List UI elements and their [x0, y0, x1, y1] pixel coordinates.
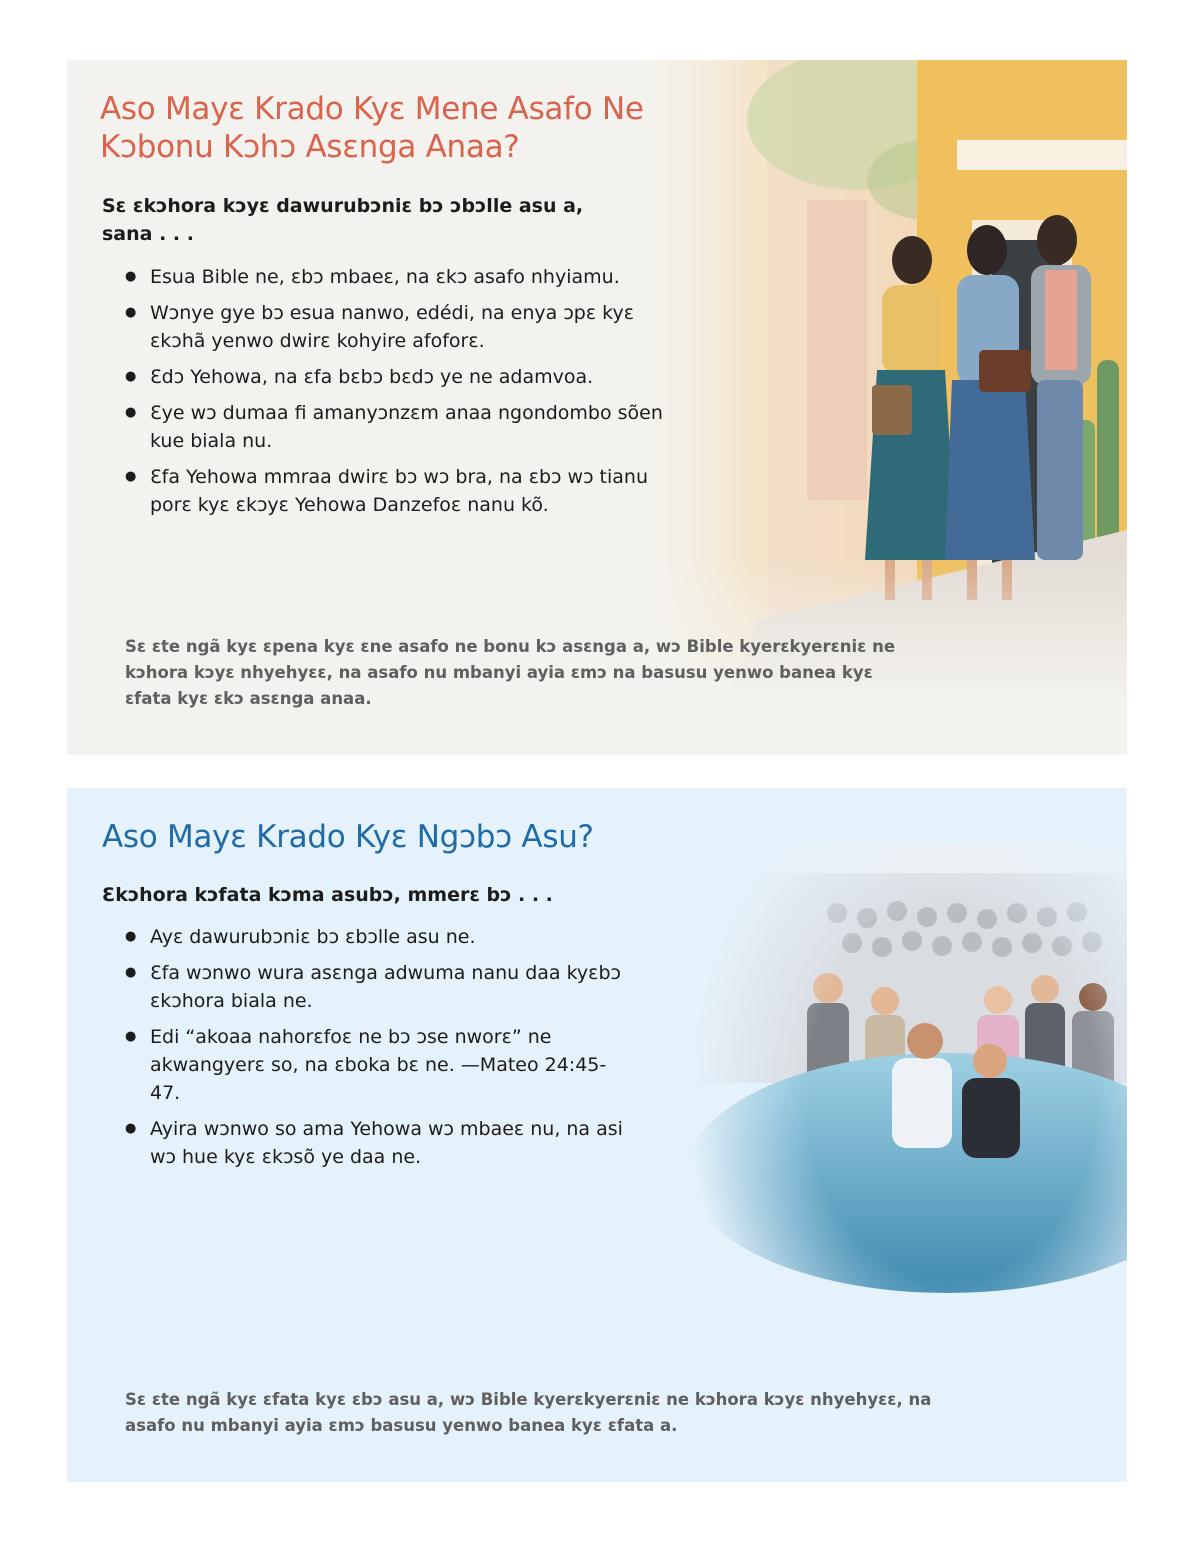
baptism-illustration [687, 843, 1127, 1403]
intro-text: Sɛ ɛkɔhora kɔyɛ dawurubɔniɛ bɔ ɔbɔlle asu a, sana . . . [102, 195, 584, 245]
intro-text: Ɛkɔhora kɔfata kɔma asubɔ, mmerɛ bɔ . . . [102, 884, 553, 906]
baptism-card [67, 788, 1127, 1482]
requirements-list [125, 263, 685, 527]
footnote: Sɛ ɛte ngã kyɛ ɛpena kyɛ ɛne asafo ne bonu kɔ asɛnga a, wɔ Bible kyerɛkyerɛniɛ ne kɔhora kɔyɛ nhyehyɛɛ, na asafo nu mbanyi ayia ɛmɔ na basusu yenwo banea kyɛ ɛfata kyɛ ɛkɔ asɛnga anaa. [125, 637, 896, 708]
list-item: ● Edi “akoaa nahorɛfoɛ ne bɔ ɔse nworɛ” ne akwangyerɛ so, na ɛboka bɛ ne. —Mateo 24:45-47. [125, 1023, 625, 1107]
list-item: ● Ɛfa Yehowa mmraa dwirɛ bɔ wɔ bra, na ɛbɔ wɔ tianu porɛ kyɛ ɛkɔyɛ Yehowa Danzefoɛ nanu kõ. [125, 463, 685, 519]
requirements-list [125, 923, 625, 1179]
list-item: ● Ɛye wɔ dumaa fi amanyɔnzɛm anaa ngondombo sõen kue biala nu. [125, 399, 685, 455]
card-title: Aso Mayɛ Krado Kyɛ Ngɔbɔ Asu? [102, 819, 594, 855]
door-to-door-illustration [627, 60, 1127, 700]
list-item: ● Ayira wɔnwo so ama Yehowa wɔ mbaeɛ nu, na asi wɔ hue kyɛ ɛkɔsõ ye daa ne. [125, 1115, 625, 1171]
list-item: ● Ɛdɔ Yehowa, na ɛfa bɛbɔ bɛdɔ ye ne adamvoa. [125, 363, 685, 391]
ministry-card [67, 60, 1127, 755]
list-item: ● Ɛfa wɔnwo wura asɛnga adwuma nanu daa kyɛbɔ ɛkɔhora biala ne. [125, 959, 625, 1015]
list-item: ● Esua Bible ne, ɛbɔ mbaeɛ, na ɛkɔ asafo nhyiamu. [125, 263, 685, 291]
list-item: ● Wɔnye gye bɔ esua nanwo, edédi, na enya ɔpɛ kyɛ ɛkɔhã yenwo dwirɛ kohyire afoforɛ. [125, 299, 685, 355]
list-item: ● Ayɛ dawurubɔniɛ bɔ ɛbɔlle asu ne. [125, 923, 625, 951]
card-title: Aso Mayɛ Krado Kyɛ Mene Asafo Ne Kɔbonu Kɔhɔ Asɛnga Anaa? [100, 91, 644, 165]
footnote: Sɛ ɛte ngã kyɛ ɛfata kyɛ ɛbɔ asu a, wɔ Bible kyerɛkyerɛniɛ ne kɔhora kɔyɛ nhyehyɛɛ, na asafo nu mbanyi ayia ɛmɔ basusu yenwo banea kyɛ ɛfata a. [125, 1390, 932, 1435]
